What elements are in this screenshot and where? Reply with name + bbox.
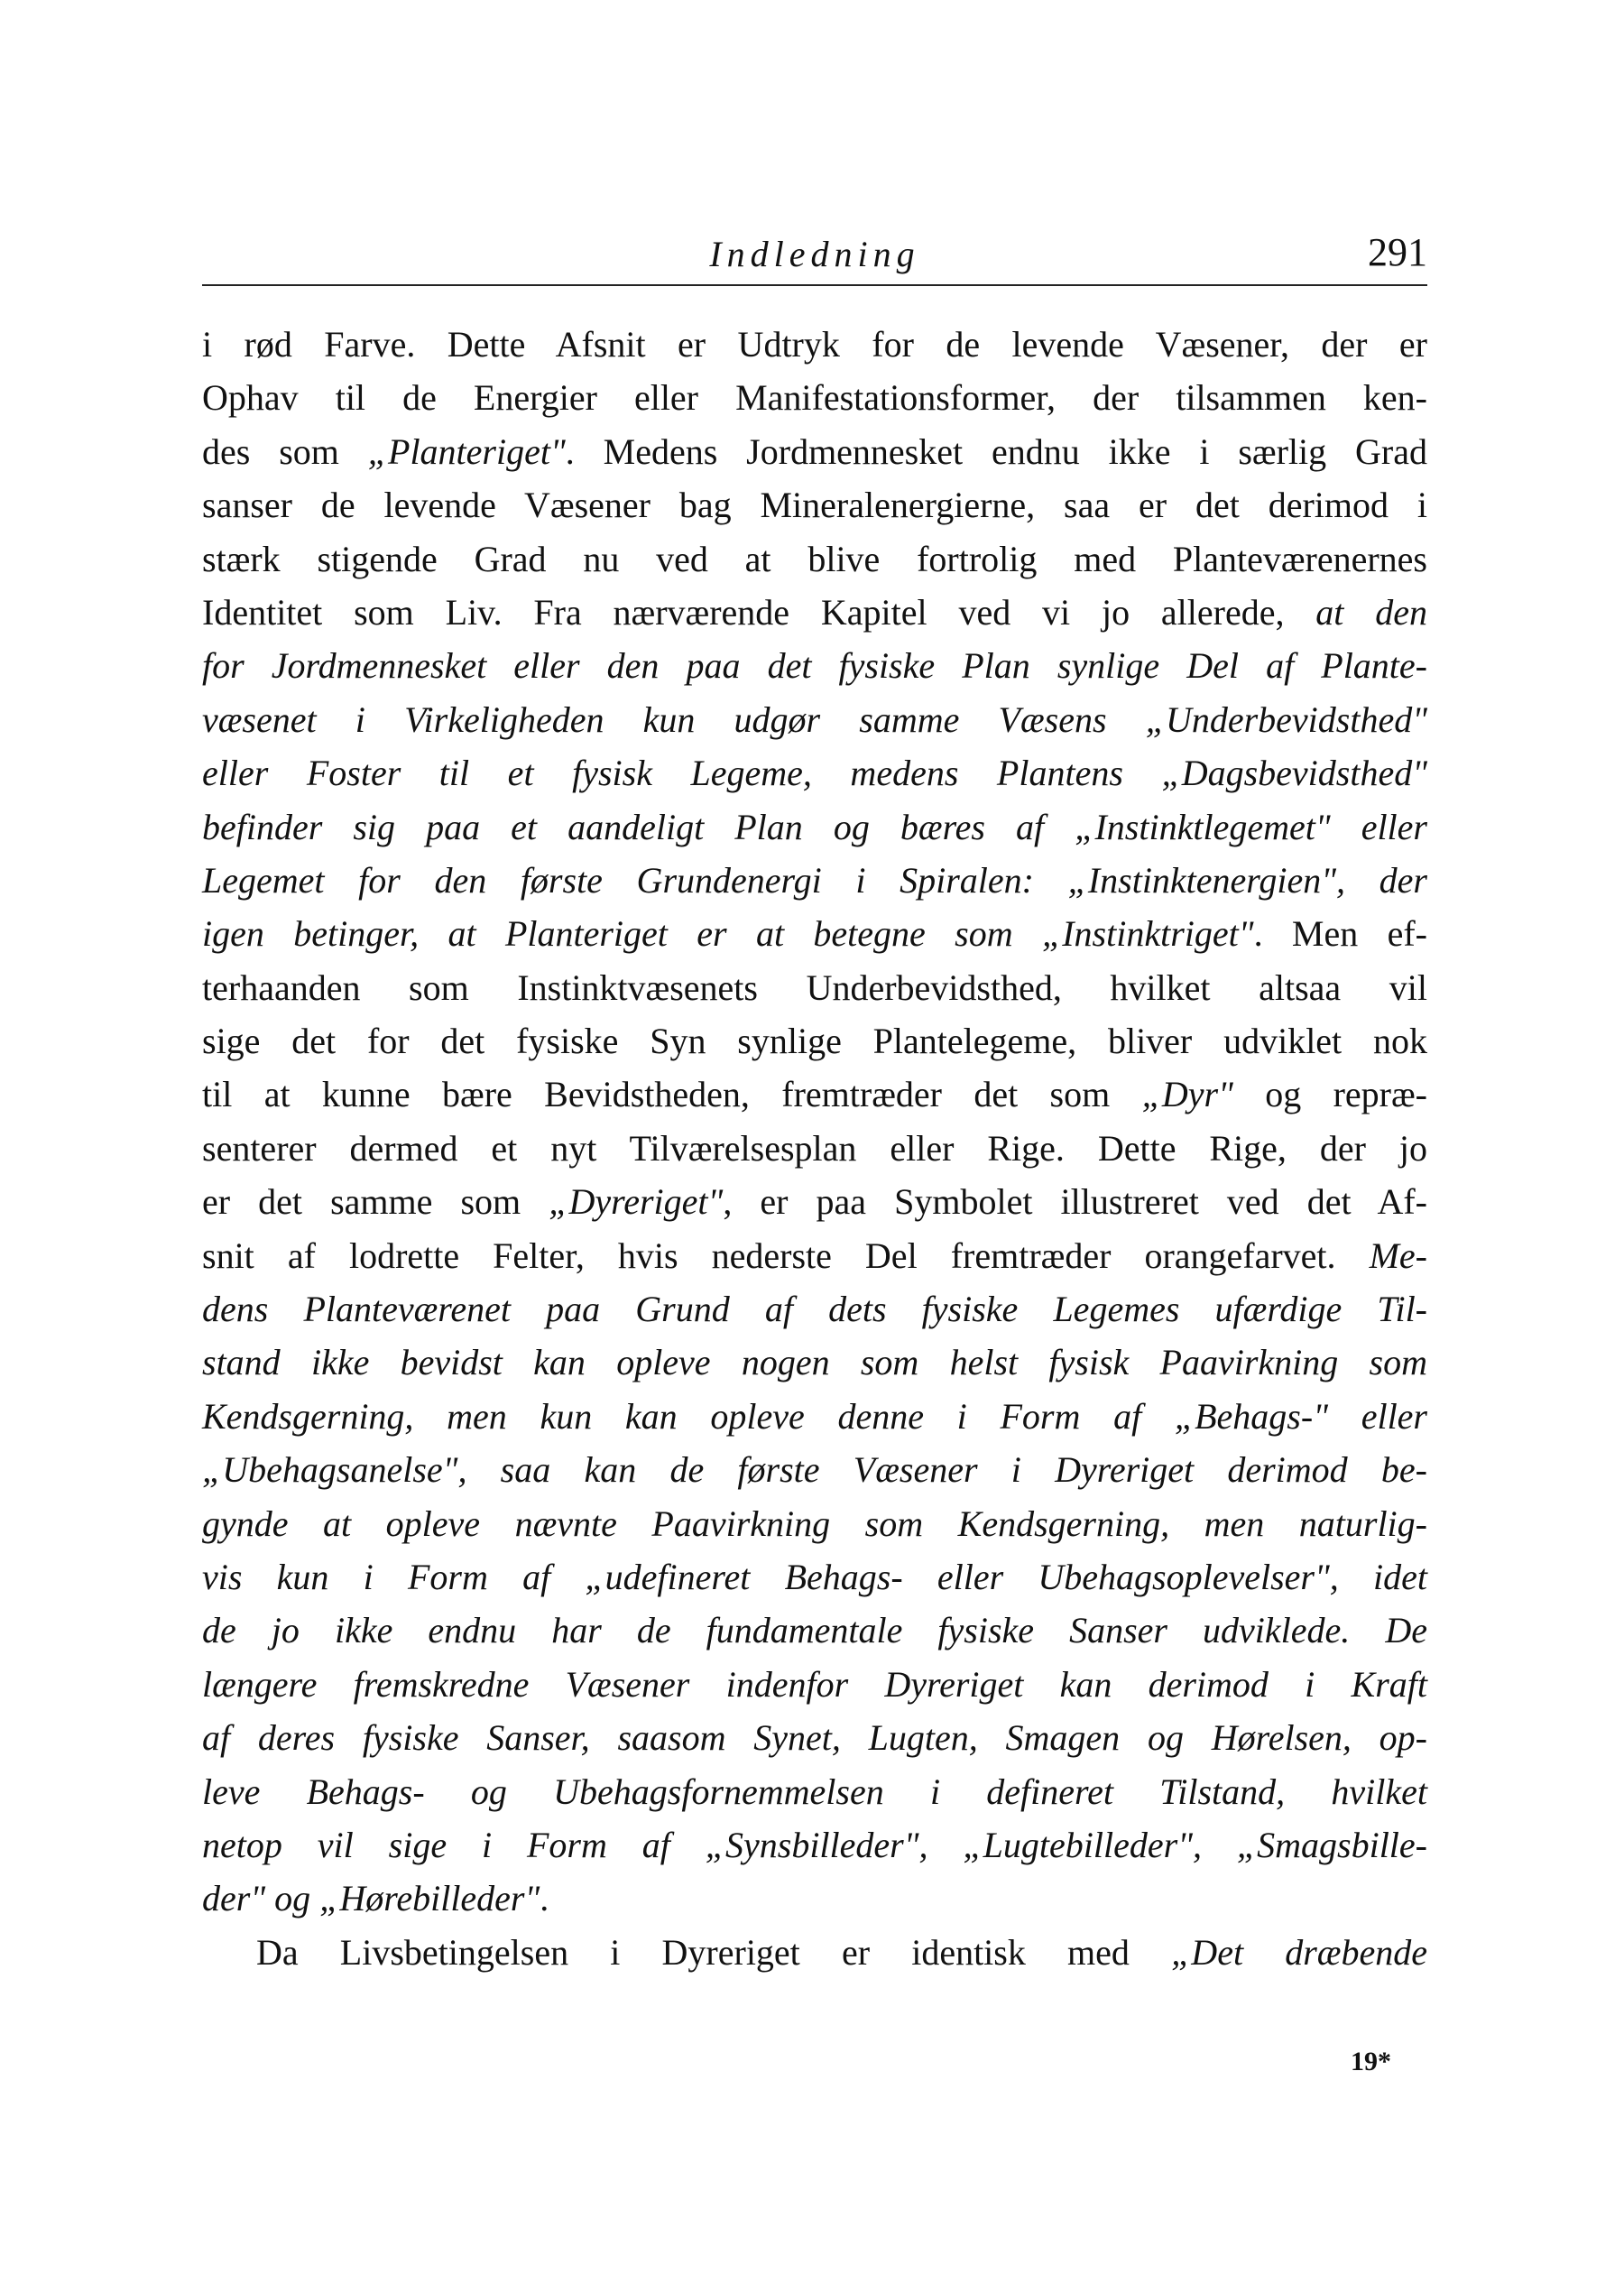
italic-run: Legemet for den første Grundenergi i Spiralen: „Instinktenergien", der bbox=[202, 859, 1427, 901]
text-line bbox=[202, 693, 1427, 746]
text-run: des som bbox=[202, 430, 368, 472]
italic-run: leve Behags- og Ubehagsfornemmelsen i defineret Tilstand, hvilket bbox=[202, 1771, 1427, 1812]
text-line bbox=[202, 1818, 1427, 1872]
text-line bbox=[202, 425, 1427, 478]
italic-run: at den bbox=[1315, 591, 1427, 633]
text-line bbox=[202, 1443, 1427, 1496]
text-line bbox=[202, 318, 1427, 371]
text-run: og repræ- bbox=[1232, 1074, 1427, 1115]
running-head bbox=[202, 230, 1427, 287]
italic-run: stand ikke bevidst kan opleve nogen som helst fysisk Paavirkning som bbox=[202, 1342, 1427, 1383]
text-line bbox=[202, 1014, 1427, 1068]
text-run: senterer dermed et nyt Tilværelsesplan eller Rige. Dette Rige, der jo bbox=[202, 1127, 1427, 1169]
text-run: til at kunne bære Bevidstheden, fremtræder det som bbox=[202, 1074, 1142, 1115]
italic-run: dens Planteværenet paa Grund af dets fysiske Legemes ufærdige Til- bbox=[202, 1289, 1427, 1330]
italic-run: gynde at opleve nævnte Paavirkning som Kendsgerning, men naturlig- bbox=[202, 1502, 1427, 1544]
text-run: Ophav til de Energier eller Manifestationsformer, der tilsammen ken- bbox=[202, 377, 1427, 419]
text-line bbox=[202, 1926, 1427, 1979]
text-line bbox=[202, 1872, 1427, 1925]
text-run: terhaanden som Instinktvæsenets Underbevidsthed, hvilket altsaa vil bbox=[202, 966, 1427, 1008]
italic-run: vis kun i Form af „udefineret Behags- eller Ubehagsoplevelser", idet bbox=[202, 1556, 1427, 1597]
italic-run: befinder sig paa et aandeligt Plan og bæres af „Instinktlegemet" eller bbox=[202, 806, 1427, 847]
italic-run: længere fremskredne Væsener indenfor Dyreriget kan derimod i Kraft bbox=[202, 1663, 1427, 1705]
text-run: Identitet som Liv. Fra nærværende Kapitel ved vi jo allerede, bbox=[202, 591, 1316, 633]
text-line bbox=[202, 1282, 1427, 1336]
text-line bbox=[202, 1068, 1427, 1121]
text-run: . bbox=[540, 1878, 549, 1919]
text-line bbox=[202, 907, 1427, 960]
text-run: stærk stigende Grad nu ved at blive fortrolig med Planteværenernes bbox=[202, 538, 1427, 579]
italic-run: af deres fysiske Sanser, saasom Synet, Lugten, Smagen og Hørelsen, op- bbox=[202, 1717, 1427, 1759]
text-run: sige det for det fysiske Syn synlige Plantelegeme, bliver udviklet nok bbox=[202, 1021, 1427, 1062]
book-page bbox=[202, 0, 1427, 2293]
text-run: , er paa Symbolet illustreret ved det Af- bbox=[723, 1181, 1427, 1223]
italic-run: igen betinger, at Planteriget er at betegne som „Instinktriget" bbox=[202, 913, 1254, 955]
page-number: 291 bbox=[1368, 230, 1427, 274]
signature-mark: 19* bbox=[1351, 2047, 1391, 2076]
text-run: snit af lodrette Felter, hvis nederste Del fremtræder orangefarvet. bbox=[202, 1234, 1370, 1276]
italic-run: netop vil sige i Form af „Synsbilleder", „Lugtebilleder", „Smagsbille- bbox=[202, 1824, 1427, 1865]
text-line bbox=[202, 371, 1427, 424]
header-rule bbox=[202, 284, 1427, 286]
text-run: er det samme som bbox=[202, 1181, 549, 1223]
text-line bbox=[202, 639, 1427, 692]
italic-run: „Dyreriget" bbox=[549, 1181, 724, 1223]
text-line bbox=[202, 1175, 1427, 1228]
text-line bbox=[202, 800, 1427, 854]
text-line bbox=[202, 1711, 1427, 1764]
italic-run: Kendsgerning, men kun kan opleve denne i Form af „Behags-" eller bbox=[202, 1395, 1427, 1437]
text-run: . Men ef- bbox=[1253, 913, 1428, 955]
italic-run: „Planteriget" bbox=[367, 430, 566, 472]
text-line bbox=[202, 1604, 1427, 1657]
italic-run: de jo ikke endnu har de fundamentale fysiske Sanser udviklede. De bbox=[202, 1610, 1427, 1651]
italic-run: „Dyr" bbox=[1141, 1074, 1233, 1115]
text-line bbox=[202, 1390, 1427, 1443]
body-text bbox=[202, 318, 1427, 1979]
italic-run: for Jordmennesket eller den paa det fysiske Plan synlige Del af Plante- bbox=[202, 645, 1427, 687]
text-line bbox=[202, 532, 1427, 586]
italic-run: eller Foster til et fysisk Legeme, medens Plantens „Dagsbevidsthed" bbox=[202, 753, 1427, 794]
text-run: . Medens Jordmennesket endnu ikke i særlig Grad bbox=[565, 430, 1428, 472]
text-line bbox=[202, 746, 1427, 800]
text-line bbox=[202, 1336, 1427, 1389]
italic-run: „Ubehagsanelse", saa kan de første Væsener i Dyreriget derimod be- bbox=[202, 1449, 1427, 1491]
text-line bbox=[202, 854, 1427, 907]
text-run: sanser de levende Væsener bag Mineralenergierne, saa er det derimod i bbox=[202, 485, 1427, 526]
text-line bbox=[202, 1550, 1427, 1604]
text-line bbox=[202, 478, 1427, 532]
italic-run: der" og „Hørebilleder" bbox=[202, 1878, 540, 1919]
running-title: Indledning bbox=[709, 234, 920, 274]
italic-run: Me- bbox=[1369, 1234, 1427, 1276]
text-line bbox=[202, 1658, 1427, 1711]
text-run: Da Livsbetingelsen i Dyreriget er identisk med bbox=[256, 1931, 1172, 1973]
text-line bbox=[202, 1765, 1427, 1818]
italic-run: væsenet i Virkeligheden kun udgør samme Væsens „Underbevidsthed" bbox=[202, 698, 1427, 740]
italic-run: „Det dræbende bbox=[1171, 1931, 1427, 1973]
text-line bbox=[202, 1122, 1427, 1175]
text-line bbox=[202, 1497, 1427, 1550]
text-line bbox=[202, 586, 1427, 639]
text-run: i rød Farve. Dette Afsnit er Udtryk for de levende Væsener, der er bbox=[202, 324, 1427, 365]
text-line bbox=[202, 1229, 1427, 1282]
text-line bbox=[202, 961, 1427, 1014]
